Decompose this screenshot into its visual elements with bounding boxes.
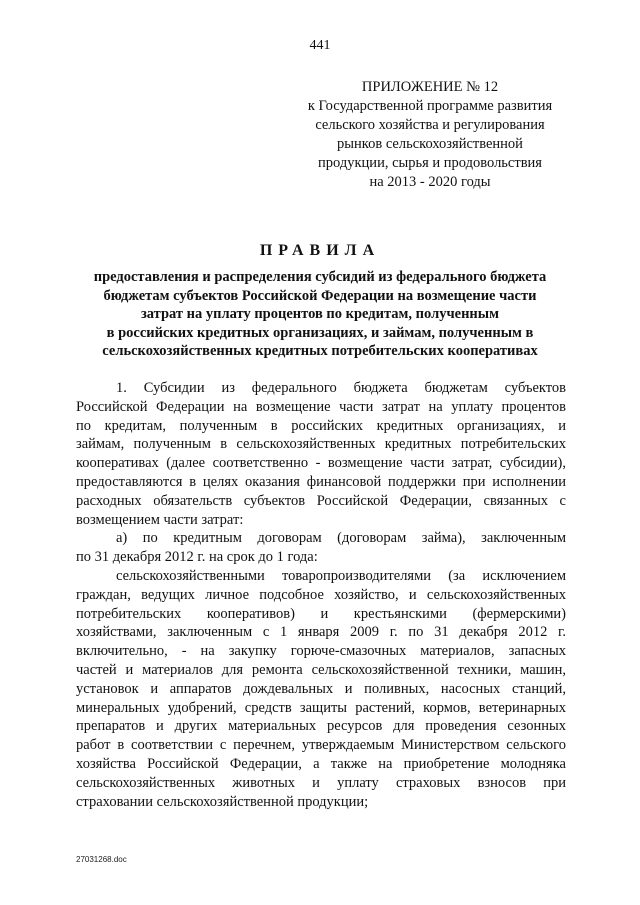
appendix-line: продукции, сырья и продовольствия	[318, 155, 542, 171]
paragraph-3	[76, 567, 566, 811]
appendix-line: рынков сельскохозяйственной	[337, 136, 523, 152]
text-line: частей и материалов для ремонта сельскохозяйственной техники, машин,	[76, 661, 566, 678]
subtitle-line: бюджетам субъектов Российской Федерации на возмещение части	[103, 287, 537, 304]
document-subtitle	[60, 268, 580, 361]
text-line: расходных обязательств субъектов Российской Федерации, связанных с	[76, 492, 566, 509]
text-line: установок и аппаратов дождевальных и поливных, насосных станций,	[76, 680, 566, 697]
text-line: страховании сельскохозяйственной продукции;	[76, 793, 369, 810]
appendix-line: сельского хозяйства и регулирования	[315, 117, 545, 133]
text-line: а) по кредитным договорам (договорам займа), заключенным	[116, 530, 566, 547]
appendix-line: к Государственной программе развития	[307, 98, 553, 114]
document-body	[76, 379, 566, 811]
document-title: ПРАВИЛА	[259, 242, 381, 259]
text-line: займам, полученным в сельскохозяйственных кредитных потребительских	[76, 436, 566, 453]
text-line: включительно, - на закупку горюче-смазочных материалов, запасных	[76, 643, 566, 660]
text-line: препаратов и других материальных ресурсов для проведения сезонных	[76, 718, 566, 735]
page-number: 441	[309, 38, 331, 53]
text-line: минеральных удобрений, средств защиты растений, кормов, ветеринарных	[76, 699, 566, 716]
text-line: по 31 декабря 2012 г. на срок до 1 года:	[76, 549, 318, 566]
subtitle-line: сельскохозяйственных кредитных потребительских кооперативах	[102, 343, 538, 359]
text-line: граждан, ведущих личное подсобное хозяйство, и сельскохозяйственных	[76, 586, 566, 603]
footer-filename: 27031268.doc	[76, 855, 127, 864]
appendix-header	[290, 78, 570, 192]
subtitle-line: в российских кредитных организациях, и займам, полученным в	[106, 324, 534, 341]
subtitle-line: затрат на уплату процентов по кредитам, полученным	[140, 306, 499, 322]
text-line: потребительских кооперативов) и крестьянскими (фермерскими)	[76, 605, 566, 622]
text-line: предоставляются в целях оказания финансовой поддержки при исполнении	[76, 473, 566, 490]
appendix-line: на 2013 - 2020 годы	[369, 174, 491, 190]
appendix-title: ПРИЛОЖЕНИЕ № 12	[361, 79, 499, 95]
subtitle-line: предоставления и распределения субсидий из федерального бюджета	[93, 269, 547, 285]
text-line: хозяйства Российской Федерации, а также на приобретение молодняка	[76, 755, 566, 772]
text-line: сельскохозяйственными товаропроизводителями (за исключением	[116, 567, 566, 584]
text-line: Российской Федерации на возмещение части затрат на уплату процентов	[76, 398, 566, 415]
paragraph-1	[76, 379, 566, 529]
text-line: хозяйствами, заключенным с 1 января 2009 г. по 31 декабря 2012 г.	[76, 624, 566, 641]
text-line: кооперативах (далее соответственно - возмещение части затрат, субсидии),	[76, 455, 566, 472]
paragraph-2	[76, 529, 566, 567]
text-line: по кредитам, полученным в российских кредитных организациях, и	[76, 417, 566, 434]
text-line: возмещением части затрат:	[76, 511, 244, 528]
text-line: 1. Субсидии из федерального бюджета бюджетам субъектов	[116, 380, 566, 396]
text-line: сельскохозяйственных животных и уплату страховых взносов при	[76, 774, 566, 791]
text-line: работ в соответствии с перечнем, утверждаемым Министерством сельского	[76, 737, 566, 754]
